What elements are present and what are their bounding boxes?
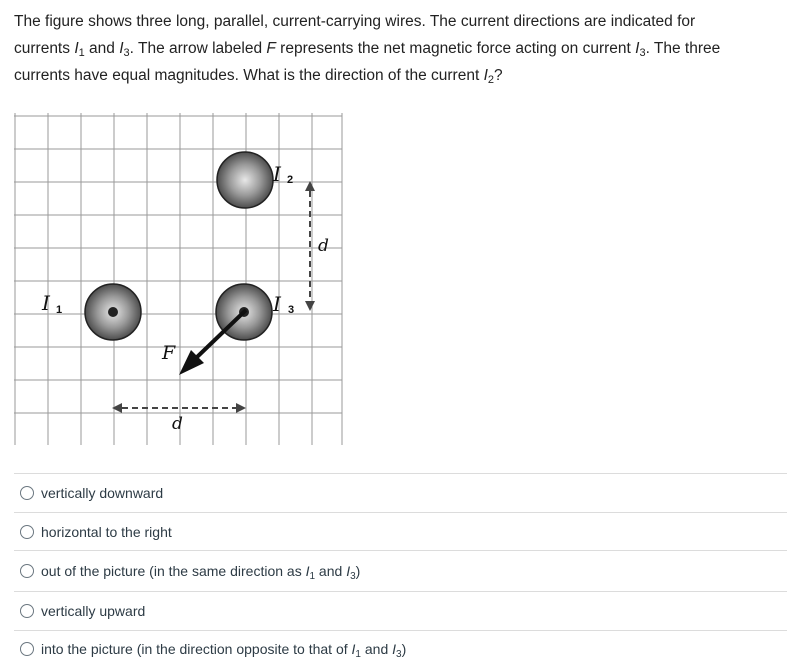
question-line-1: The figure shows three long, parallel, current-carrying wires. The current directions are indicated for <box>14 13 696 30</box>
answer-label: horizontal to the right <box>41 523 172 540</box>
question-line-3: currents have equal magnitudes. What is the direction of the current $I_2$? <box>14 67 503 86</box>
label-i2-letter: I <box>273 162 281 186</box>
horizontal-distance-arrow <box>112 403 246 413</box>
label-i1-letter: I <box>42 291 50 315</box>
answer-list <box>14 473 787 667</box>
question-text <box>14 8 774 89</box>
answer-option-into-picture[interactable] <box>14 630 787 667</box>
radio-button[interactable] <box>20 604 34 618</box>
answer-option-vertically-downward[interactable] <box>14 473 787 512</box>
answer-option-out-of-picture[interactable] <box>14 550 787 591</box>
wire-2 <box>217 152 273 208</box>
answer-label: into the picture (in the direction opposite to that of $I_1$ and $I_3$) <box>41 641 407 660</box>
answer-label: vertically upward <box>41 603 146 619</box>
label-d-horizontal: d <box>172 414 183 434</box>
label-force: F <box>162 342 176 364</box>
radio-button[interactable] <box>20 525 34 539</box>
label-d-vertical: d <box>318 236 329 256</box>
label-i2-sub: 2 <box>287 174 294 186</box>
label-i1-sub: 1 <box>56 304 63 316</box>
label-i3-sub: 3 <box>288 304 295 316</box>
question-line-2: currents $I_1$ and $I_3$. The arrow labeled F represents the net magnetic force acting on current $I_3$. The three <box>14 40 721 59</box>
label-i3-letter: I <box>273 292 281 316</box>
radio-button[interactable] <box>20 564 34 578</box>
answer-label: vertically downward <box>41 485 164 501</box>
radio-button[interactable] <box>20 642 34 656</box>
answer-option-horizontal-right[interactable] <box>14 512 787 550</box>
wires-figure <box>14 113 344 445</box>
wires-diagram <box>14 113 344 445</box>
answer-option-vertically-upward[interactable] <box>14 591 787 630</box>
grid <box>14 113 342 445</box>
radio-button[interactable] <box>20 486 34 500</box>
answer-label: out of the picture (in the same direction as $I_1$ and $I_3$) <box>41 563 361 582</box>
vertical-distance-arrow <box>305 181 315 311</box>
wire-1 <box>85 284 141 340</box>
